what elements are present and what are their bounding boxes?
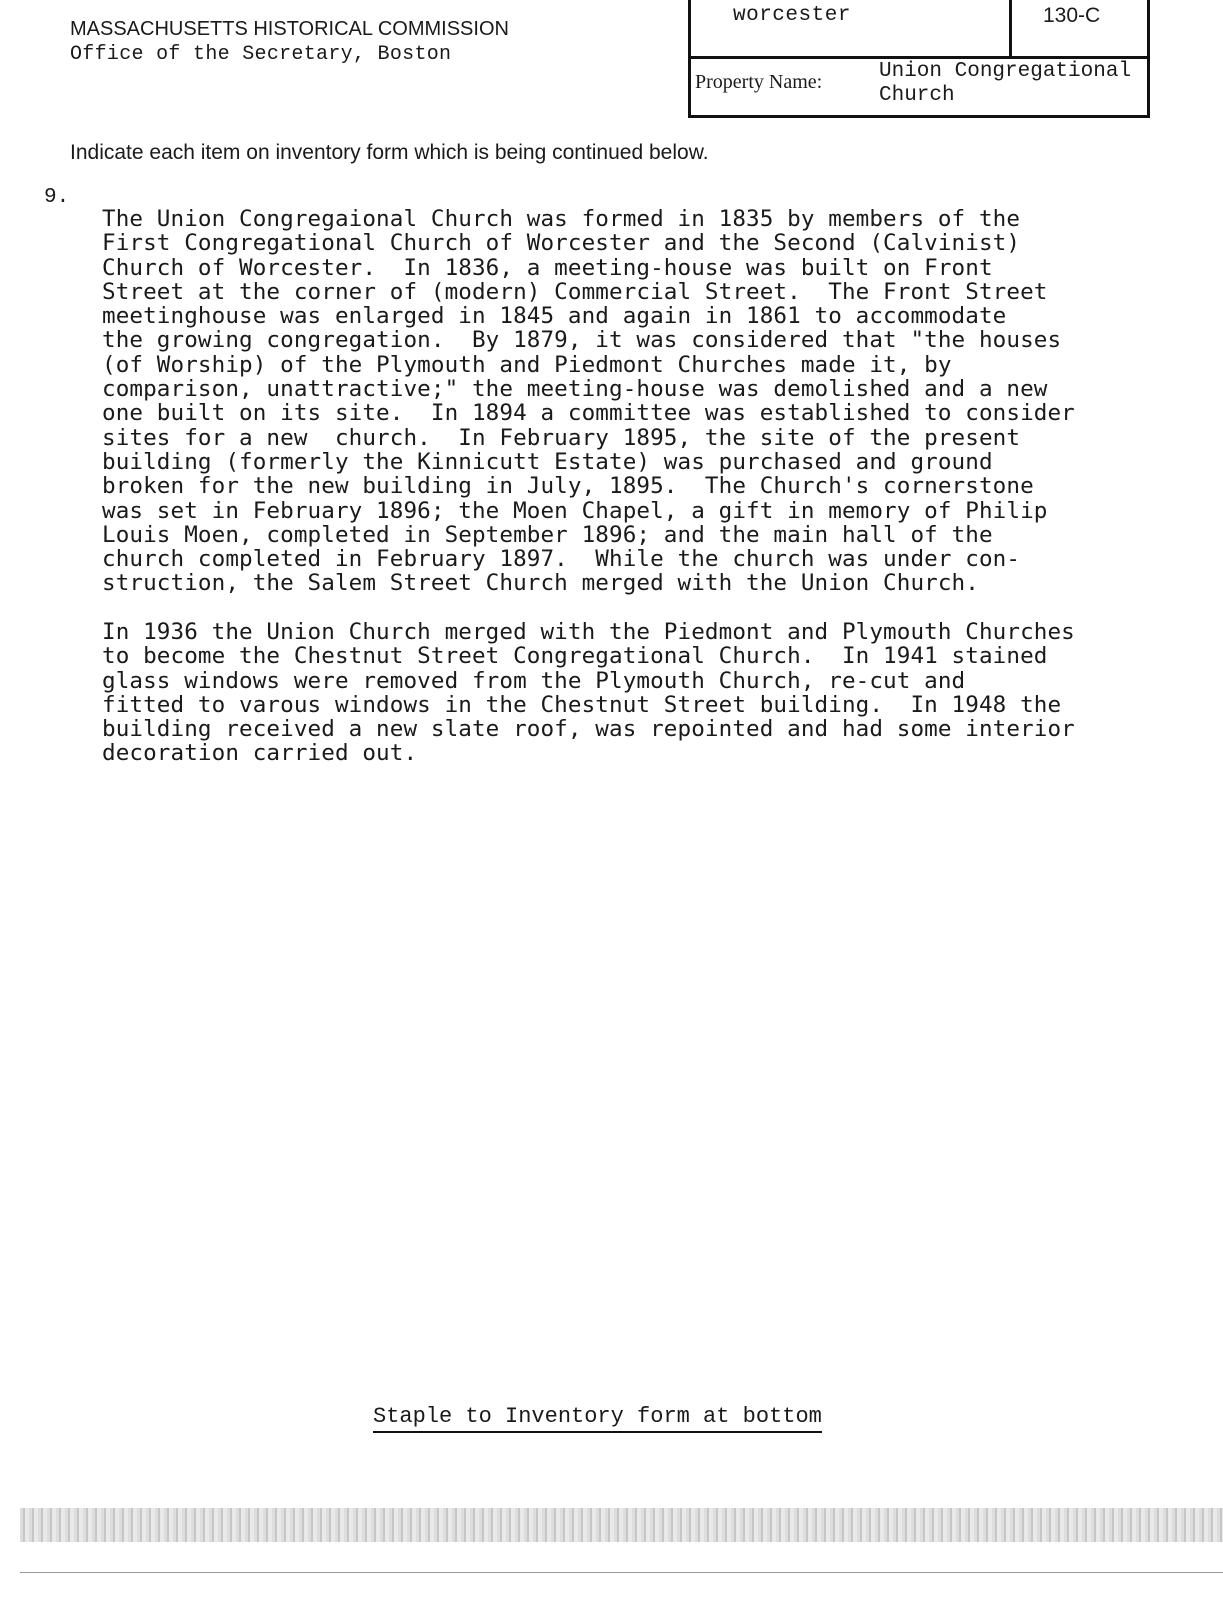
inventory-number: 130-C [1043,4,1101,27]
scan-artifact-line [20,1572,1223,1573]
box-divider-horizontal [691,56,1147,59]
letterhead [70,16,509,68]
staple-instruction: Staple to Inventory form at bottom [373,1404,822,1433]
continuation-instruction: Indicate each item on inventory form which is being continued below. [70,141,709,164]
office-name: Office of the Secretary, Boston [70,43,452,66]
town-name: worcester [733,4,851,27]
history-paragraph-1: The Union Congregaional Church was formed in 1835 by members of the First Congregational Church of Worcester and the Second (Calvinist) Church of Worcester. In 1836, a meeting-house was built on Front Street at the corner of (modern) Commercial Street. The Front Street meetinghouse was enlarged in 1845 and again in 1861 to accommodate the growing congregation. By 1879, it was considered that "the houses (of Worship) of the Plymouth and Piedmont Churches made it, by comparison, unattractive;" the meeting-house was demolished and a new one built on its site. In 1894 a committee was established to consider sites for a new church. In February 1895, the site of the present building (formerly the Kinnicutt Estate) was purchased and ground broken for the new building in July, 1895. The Church's cornerstone was set in February 1896; the Moen Chapel, a gift in memory of Philip Louis Moen, completed in September 1896; and the main hall of the church completed in February 1897. While the church was under con- struction, the Salem Street Church merged with the Union Church. [102,206,1075,597]
property-name-value: Union Congregational Church [879,60,1132,107]
form-reference-box [688,0,1150,118]
organization-name: MASSACHUSETTS HISTORICAL COMMISSION [70,18,509,40]
property-name-label: Property Name: [695,71,823,93]
history-paragraph-2: In 1936 the Union Church merged with the Piedmont and Plymouth Churches to become the Chestnut Street Congregational Church. In 1941 stained glass windows were removed from the Plymouth Church, re-cut and fitted to varous windows in the Chestnut Street building. In 1948 the building received a new slate roof, was repointed and had some interior decoration carried out. [102,619,1075,767]
scan-artifact-band [20,1508,1223,1542]
box-divider-vertical [1009,0,1012,56]
item-number: 9. [44,186,70,209]
